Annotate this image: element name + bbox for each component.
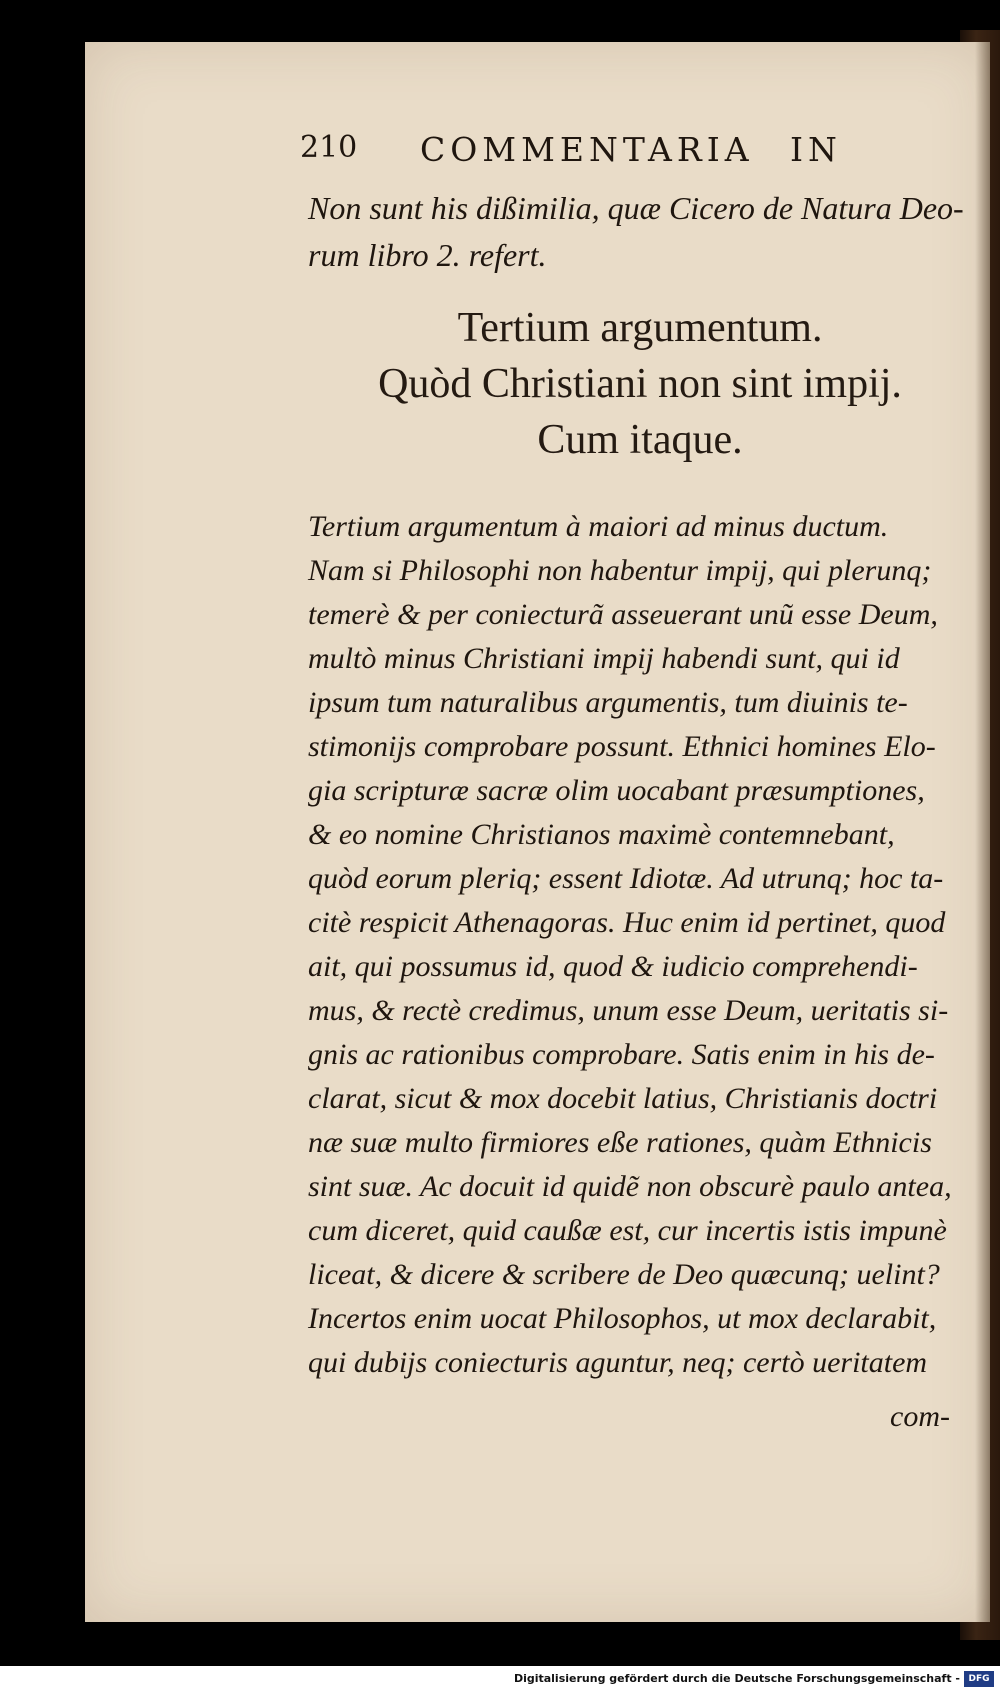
body-line: stimonijs comprobare possunt. Ethnici homines Elo- xyxy=(308,730,936,763)
body-paragraph xyxy=(308,505,968,1385)
running-title: COMMENTARIA xyxy=(420,130,754,169)
page-number: 210 xyxy=(300,130,358,165)
body-line: ait, qui possumus id, quod & iudicio comprehendi- xyxy=(308,950,918,983)
intro-line: Non sunt his dißimilia, quæ Cicero de Natura Deo- xyxy=(308,190,964,226)
body-line: ipsum tum naturalibus argumentis, tum diuinis te- xyxy=(308,686,908,719)
heading-line: Tertium argumentum. xyxy=(457,305,823,351)
digitization-credit: Digitalisierung gefördert durch die Deutsche Forschungsgemeinschaft - xyxy=(513,1672,960,1685)
body-line: temerè & per coniecturã asseuerant unũ esse Deum, xyxy=(308,598,938,631)
body-line: clarat, sicut & mox docebit latius, Christianis doctri xyxy=(308,1082,938,1115)
body-line: sint suæ. Ac docuit id quidẽ non obscurè paulo antea, xyxy=(308,1170,952,1203)
body-line: quòd eorum pleriq; essent Idiotæ. Ad utrunq; hoc ta- xyxy=(308,862,944,895)
body-line: multò minus Christiani impij habendi sunt, qui id xyxy=(308,642,900,675)
dfg-logo-icon: DFG xyxy=(964,1671,994,1687)
running-title-in: IN xyxy=(790,130,842,169)
body-line: gia scripturæ sacræ olim uocabant præsumptiones, xyxy=(308,774,925,807)
page-gutter-shadow xyxy=(975,42,990,1622)
body-line: liceat, & dicere & scribere de Deo quæcunq; uelint? xyxy=(308,1258,940,1291)
intro-line: rum libro 2. refert. xyxy=(308,237,547,273)
body-line: mus, & rectè credimus, unum esse Deum, ueritatis si- xyxy=(308,994,949,1027)
catchword: com- xyxy=(890,1400,950,1433)
heading-line: Quòd Christiani non sint impij. xyxy=(378,361,902,407)
body-line: Nam si Philosophi non habentur impij, qui plerunq; xyxy=(308,554,932,587)
section-heading xyxy=(300,300,980,468)
body-line: qui dubijs coniecturis aguntur, neq; certò ueritatem xyxy=(308,1346,928,1379)
running-header xyxy=(300,130,980,170)
body-line: Tertium argumentum à maiori ad minus ductum. xyxy=(308,510,889,543)
intro-paragraph xyxy=(308,185,968,279)
body-line: citè respicit Athenagoras. Huc enim id pertinet, quod xyxy=(308,906,946,939)
heading-line: Cum itaque. xyxy=(537,417,743,463)
body-line: Incertos enim uocat Philosophos, ut mox declarabit, xyxy=(308,1302,937,1335)
body-line: gnis ac rationibus comprobare. Satis enim in his de- xyxy=(308,1038,935,1071)
body-line: & eo nomine Christianos maximè contemnebant, xyxy=(308,818,895,851)
body-line: næ suæ multo firmiores eße rationes, quàm Ethnicis xyxy=(308,1126,932,1159)
body-line: cum diceret, quid caußæ est, cur incertis istis impunè xyxy=(308,1214,947,1247)
